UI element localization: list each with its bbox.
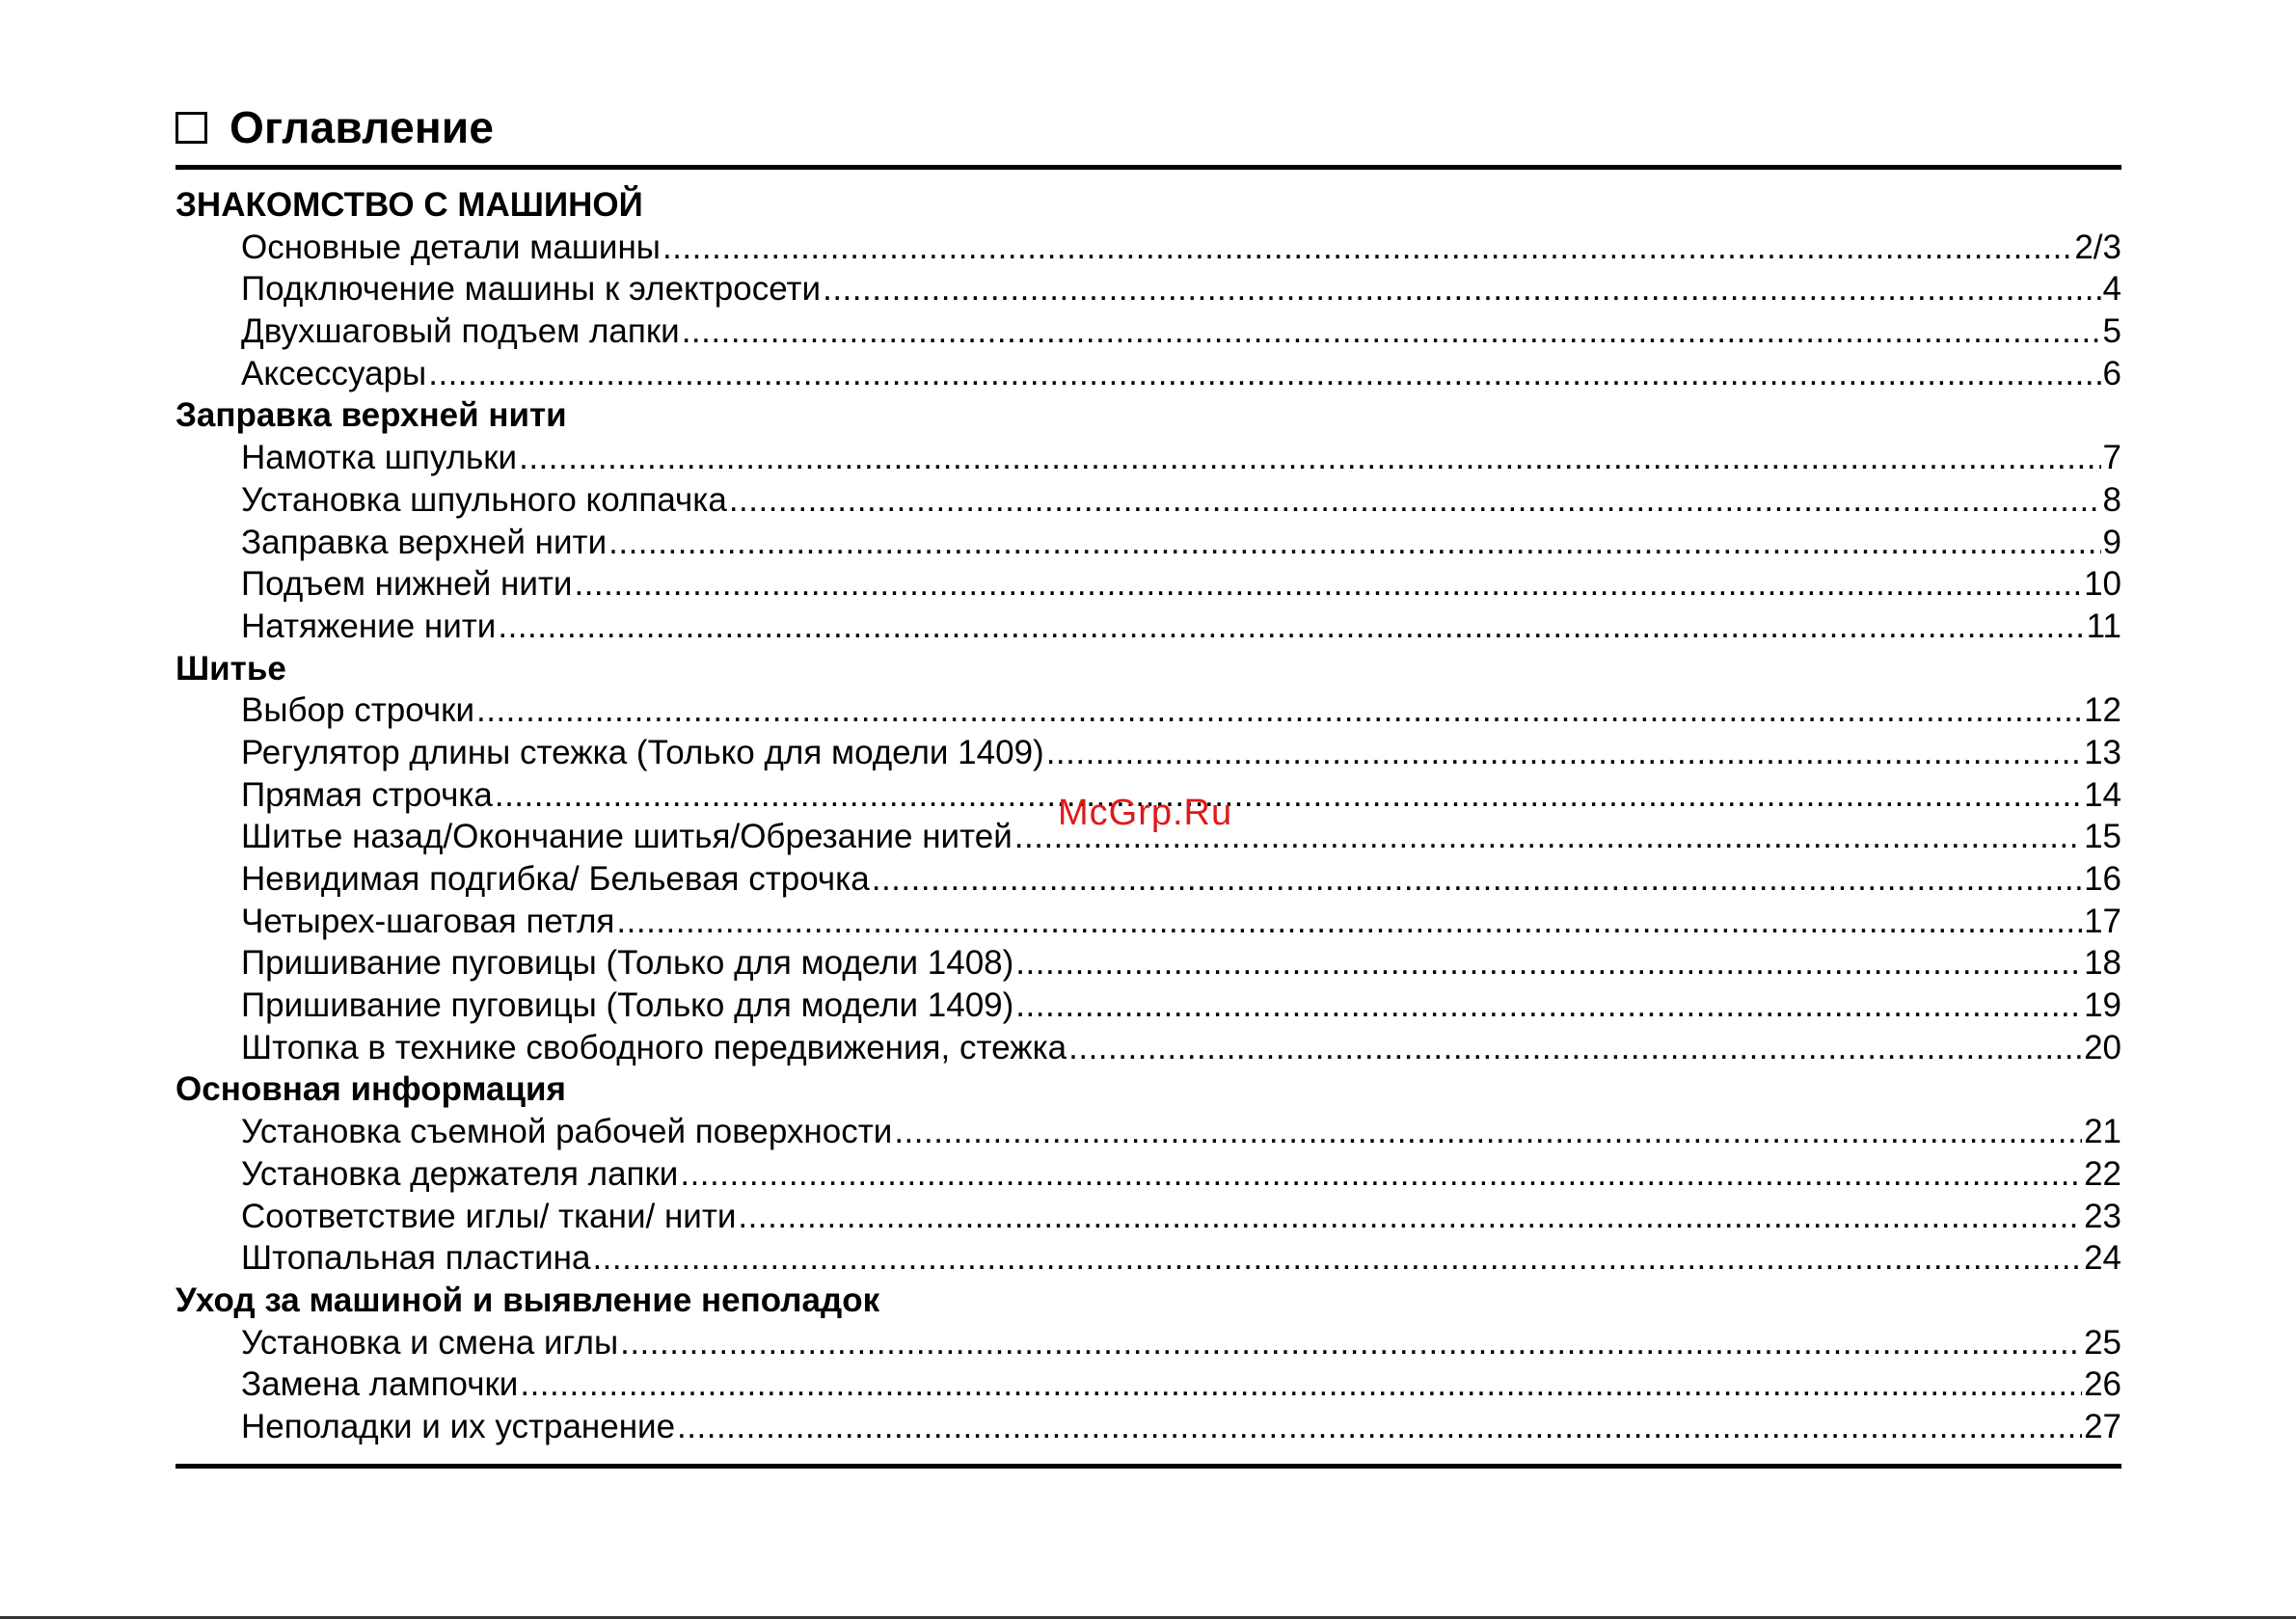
toc-entry-page-number: 16	[2084, 860, 2121, 898]
dot-leader	[823, 268, 2100, 310]
toc-entry-label: Пришивание пуговицы (Только для модели 1409)	[241, 986, 1014, 1025]
toc-entry-page-number: 17	[2084, 902, 2121, 940]
toc-entry	[176, 901, 2121, 943]
dot-leader	[498, 606, 2084, 648]
toc-entry	[176, 1406, 2121, 1448]
section-title: Заправка верхней нити	[176, 396, 567, 435]
toc-entry-label: Замена лампочки	[241, 1365, 519, 1404]
toc-entry-page-number: 4	[2102, 270, 2121, 309]
bottom-divider	[176, 1464, 2121, 1469]
toc-entry-page-number: 26	[2084, 1365, 2121, 1404]
toc-entry-label: Прямая строчка	[241, 775, 493, 814]
toc-entry	[176, 732, 2121, 774]
toc-entry-page-number: 25	[2084, 1323, 2121, 1362]
dot-leader	[495, 774, 2082, 817]
toc-entry-label: Неполадки и их устранение	[241, 1407, 676, 1445]
toc-entry-page-number: 27	[2084, 1407, 2121, 1445]
toc-entry	[176, 1027, 2121, 1069]
toc-entry	[176, 437, 2121, 479]
toc-entry-page-number: 24	[2084, 1239, 2121, 1278]
toc-entry-label: Штопальная пластина	[241, 1239, 591, 1278]
toc-entry-label: Соответствие иглы/ ткани/ нити	[241, 1197, 737, 1235]
toc-entry-label: Двухшаговый подъем лапки	[241, 312, 680, 351]
toc-entry-label: Установка съемной рабочей поверхности	[241, 1113, 893, 1151]
toc-entry-label: Выбор строчки	[241, 691, 474, 730]
toc-entry-label: Основные детали машины	[241, 228, 661, 266]
toc-entry-label: Намотка шпульки	[241, 439, 518, 477]
toc-entry	[176, 1196, 2121, 1238]
toc-entry-page-number: 9	[2102, 523, 2121, 561]
page-title: Оглавление	[230, 102, 495, 152]
toc-entry-label: Шитье назад/Окончание шитья/Обрезание нитей	[241, 818, 1013, 856]
toc-entry-page-number: 11	[2086, 607, 2121, 645]
toc-entry-label: Натяжение нити	[241, 607, 497, 645]
toc-entry-label: Штопка в технике свободного передвижения, стежка	[241, 1028, 1067, 1066]
toc-header	[176, 96, 494, 158]
toc-entry	[176, 353, 2121, 395]
toc-entry	[176, 985, 2121, 1027]
toc-entry	[176, 689, 2121, 732]
dot-leader	[428, 353, 2100, 395]
dot-leader	[729, 479, 2101, 522]
dot-leader	[616, 901, 2082, 943]
toc-entry	[176, 479, 2121, 522]
dot-leader	[1046, 732, 2082, 774]
toc-entry-label: Подключение машины к электросети	[241, 270, 822, 309]
toc-entry-label: Регулятор длины стежка (Только для модели 1409)	[241, 733, 1044, 771]
dot-leader	[608, 522, 2100, 564]
toc-entry	[176, 1363, 2121, 1406]
dot-leader	[894, 1111, 2082, 1153]
toc-entry-page-number: 2/3	[2074, 228, 2121, 266]
section-title: ЗНАКОМСТВО С МАШИНОЙ	[176, 186, 643, 224]
toc-entry	[176, 1111, 2121, 1153]
toc-entry	[176, 942, 2121, 985]
toc-entry-page-number: 18	[2084, 944, 2121, 983]
watermark-text: McGrp.Ru	[1058, 793, 1233, 833]
toc-entry-page-number: 7	[2102, 439, 2121, 477]
toc-entry-page-number: 8	[2102, 480, 2121, 519]
dot-leader	[682, 310, 2101, 353]
toc-entry-label: Пришивание пуговицы (Только для модели 1408)	[241, 944, 1014, 983]
dot-leader	[1015, 942, 2082, 985]
toc-entry-page-number: 5	[2102, 312, 2121, 351]
toc-entry-page-number: 19	[2084, 986, 2121, 1025]
toc-entry-page-number: 13	[2084, 733, 2121, 771]
toc-entry-page-number: 15	[2084, 818, 2121, 856]
checkbox-square-icon	[176, 112, 207, 144]
toc-entry-page-number: 14	[2084, 775, 2121, 814]
section-title: Уход за машиной и выявление неполадок	[176, 1281, 880, 1319]
toc-entry-page-number: 23	[2084, 1197, 2121, 1235]
dot-leader	[677, 1406, 2082, 1448]
dot-leader	[520, 1363, 2082, 1406]
dot-leader	[872, 858, 2082, 901]
toc-entry-page-number: 10	[2084, 565, 2121, 604]
toc-entry-page-number: 22	[2084, 1154, 2121, 1193]
toc-entry-label: Подъем нижней нити	[241, 565, 573, 604]
toc-entry-label: Заправка верхней нити	[241, 523, 608, 561]
dot-leader	[738, 1196, 2082, 1238]
dot-leader	[662, 227, 2072, 269]
dot-leader	[1068, 1027, 2082, 1069]
dot-leader	[476, 689, 2082, 732]
dot-leader	[592, 1237, 2082, 1280]
dot-leader	[620, 1322, 2082, 1364]
toc-entry-page-number: 20	[2084, 1028, 2121, 1066]
toc-entry	[176, 522, 2121, 564]
dot-leader	[574, 563, 2082, 606]
toc-entry-label: Установка шпульного колпачка	[241, 480, 727, 519]
dot-leader	[680, 1153, 2082, 1196]
toc-entry-label: Невидимая подгибка/ Бельевая строчка	[241, 860, 870, 898]
toc-entry	[176, 310, 2121, 353]
toc-entry-label: Аксессуары	[241, 354, 427, 392]
toc-entry	[176, 1153, 2121, 1196]
toc-entry-label: Четырех-шаговая петля	[241, 902, 615, 940]
dot-leader	[1015, 985, 2082, 1027]
dot-leader	[519, 437, 2100, 479]
section-title: Основная информация	[176, 1070, 566, 1109]
toc-entry	[176, 858, 2121, 901]
toc-entry-label: Установка держателя лапки	[241, 1154, 679, 1193]
top-divider	[176, 165, 2121, 170]
section-title: Шитье	[176, 649, 286, 688]
toc-entry	[176, 606, 2121, 648]
toc-entry	[176, 227, 2121, 269]
toc-entry-page-number: 6	[2102, 354, 2121, 392]
toc-entry	[176, 1237, 2121, 1280]
toc-entry-page-number: 12	[2084, 691, 2121, 730]
toc-entry-label: Установка и смена иглы	[241, 1323, 619, 1362]
toc-entry	[176, 268, 2121, 310]
toc-entry-page-number: 21	[2084, 1113, 2121, 1151]
toc-entry	[176, 1322, 2121, 1364]
toc-entry	[176, 563, 2121, 606]
